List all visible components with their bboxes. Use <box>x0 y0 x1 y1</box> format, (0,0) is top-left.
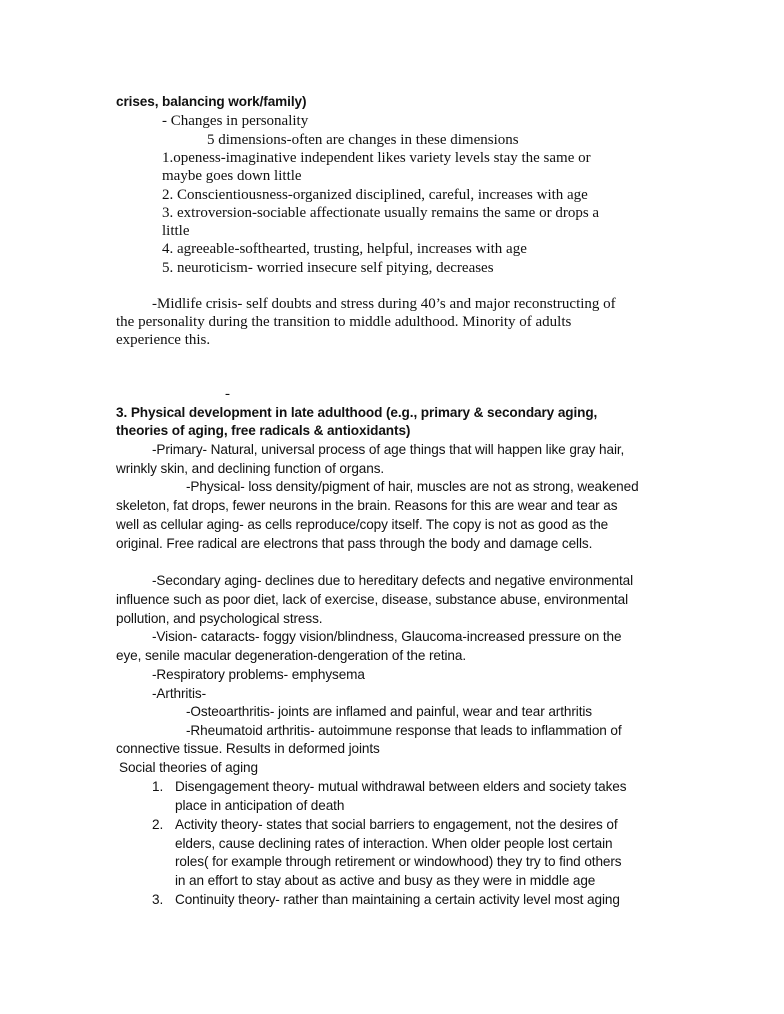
text-line: the personality during the transition to middle adulthood. Minority of adults <box>116 314 572 330</box>
text-line: elders, cause declining rates of interaction. When older people lost certain <box>175 836 613 851</box>
text-line: - <box>225 386 230 402</box>
text-line: eye, senile macular degeneration-dengeration of the retina. <box>116 648 467 663</box>
text-line: -Vision- cataracts- foggy vision/blindness, Glaucoma-increased pressure on the <box>152 629 622 644</box>
text-line: influence such as poor diet, lack of exercise, disease, substance abuse, environmental <box>116 592 629 607</box>
text-line: 5. neuroticism- worried insecure self pitying, decreases <box>162 260 494 276</box>
text-line: Social theories of aging <box>119 760 258 775</box>
text-line: -Midlife crisis- self doubts and stress during 40’s and major reconstructing of <box>152 296 616 312</box>
text-line: 1.openess-imaginative independent likes variety levels stay the same or <box>162 150 591 166</box>
text-line: connective tissue. Results in deformed joints <box>116 741 380 756</box>
text-line: 3. <box>152 892 164 907</box>
text-line: crises, balancing work/family) <box>116 94 307 109</box>
text-line: well as cellular aging- as cells reproduce/copy itself. The copy is not as good as the <box>116 517 609 532</box>
text-line: pollution, and psychological stress. <box>116 611 323 626</box>
text-line: roles( for example through retirement or windowhood) they try to find others <box>175 854 622 869</box>
text-line: -Rheumatoid arthritis- autoimmune response that leads to inflammation of <box>186 723 622 738</box>
text-line: experience this. <box>116 332 211 348</box>
text-line: Continuity theory- rather than maintaining a certain activity level most aging <box>175 892 620 907</box>
text-line: wrinkly skin, and declining function of organs. <box>116 461 385 476</box>
text-line: -Secondary aging- declines due to hereditary defects and negative environmental <box>152 573 634 588</box>
text-line: in an effort to stay about as active and busy as they were in middle age <box>175 873 596 888</box>
text-line: 2. Conscientiousness-organized disciplined, careful, increases with age <box>162 187 588 203</box>
text-line: little <box>162 223 190 239</box>
text-line: -Respiratory problems- emphysema <box>152 667 365 682</box>
text-line: 3. extroversion-sociable affectionate usually remains the same or drops a <box>162 205 600 221</box>
text-line: -Osteoarthritis- joints are inflamed and painful, wear and tear arthritis <box>186 704 592 719</box>
text-line: original. Free radical are electrons that pass through the body and damage cells. <box>116 536 593 551</box>
text-line: theories of aging, free radicals & antioxidants) <box>116 423 411 438</box>
text-line: Disengagement theory- mutual withdrawal between elders and society takes <box>175 779 627 794</box>
text-line: place in anticipation of death <box>175 798 345 813</box>
text-line: 3. Physical development in late adulthood (e.g., primary & secondary aging, <box>116 405 598 420</box>
text-line: maybe goes down little <box>162 168 302 184</box>
text-line: -Primary- Natural, universal process of age things that will happen like gray hair, <box>152 442 625 457</box>
text-line: - Changes in personality <box>162 113 309 129</box>
text-line: 5 dimensions-often are changes in these dimensions <box>207 132 519 148</box>
text-line: 1. <box>152 779 164 794</box>
text-line: -Physical- loss density/pigment of hair, muscles are not as strong, weakened <box>186 479 639 494</box>
text-line: 2. <box>152 817 164 832</box>
text-line: skeleton, fat drops, fewer neurons in the brain. Reasons for this are wear and tear as <box>116 498 618 513</box>
text-line: -Arthritis- <box>152 686 207 701</box>
text-line: 4. agreeable-softhearted, trusting, helpful, increases with age <box>162 241 527 257</box>
text-line: Activity theory- states that social barriers to engagement, not the desires of <box>175 817 618 832</box>
